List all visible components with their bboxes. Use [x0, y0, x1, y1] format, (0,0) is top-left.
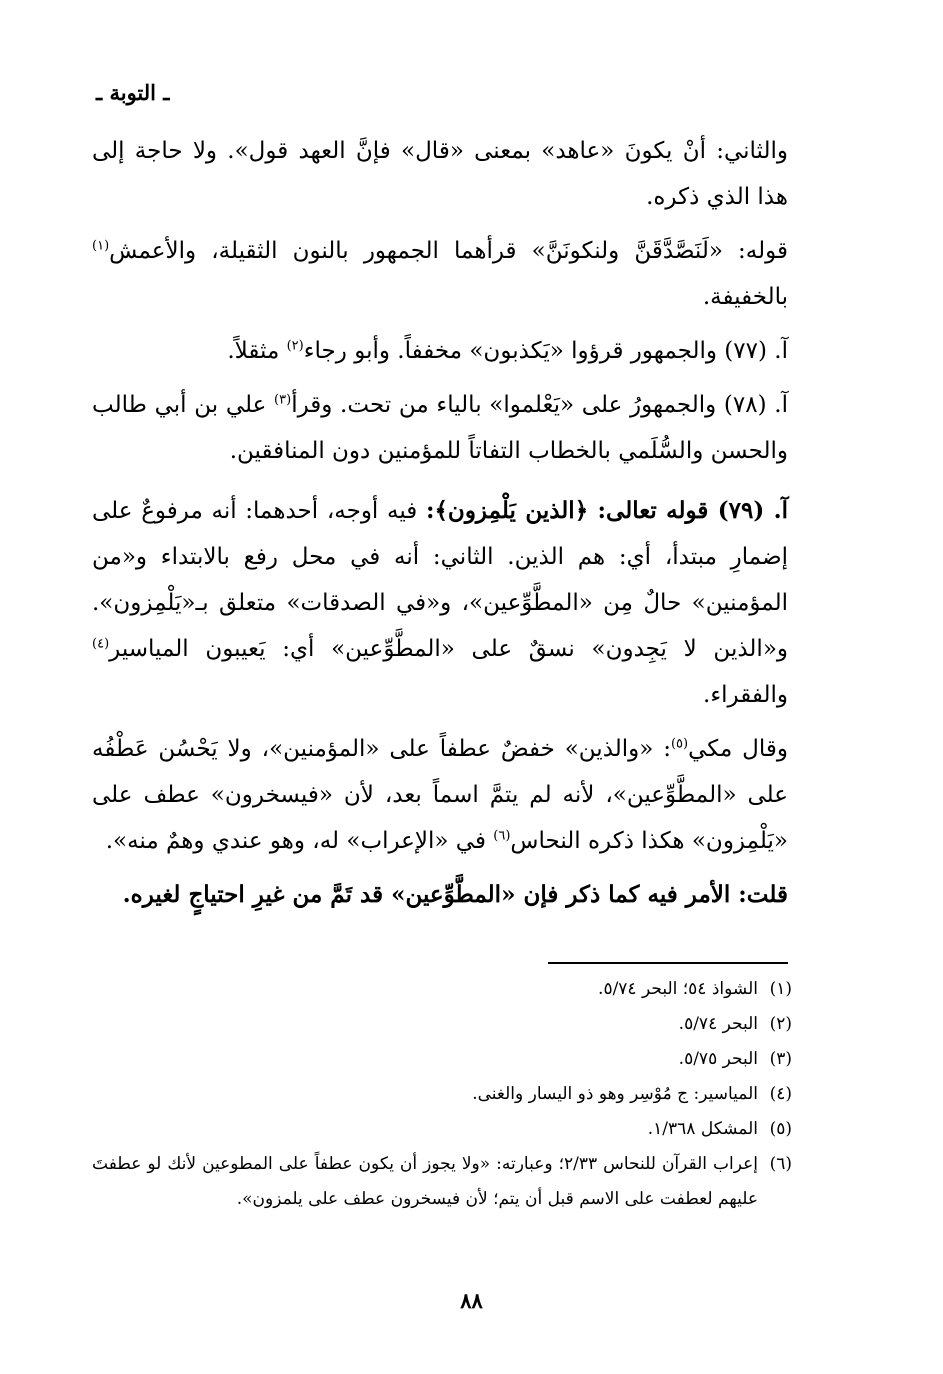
paragraph-1: والثاني: أنْ يكونَ «عاهد» بمعنى «قال» فإنَّ العهد قول». ولا حاجة إلى هذا الذي ذكره.	[92, 138, 788, 210]
paragraph-4	[92, 382, 788, 474]
footnote-text: الشواذ ٥٤؛ البحر ٥/٧٤.	[598, 979, 758, 999]
footnote-number: (٤)	[769, 1084, 792, 1104]
footnote-text: البحر ٥/٧٥.	[678, 1049, 758, 1069]
footnote-item	[92, 972, 792, 1007]
footnotes	[92, 972, 792, 1217]
footnote-ref-6: (٦)	[493, 828, 511, 844]
footnote-text: المشكل ١/٣٦٨.	[647, 1119, 758, 1139]
footnote-text: إعراب القرآن للنحاس ٢/٣٣؛ وعبارته: «ولا يجوز أن يكون عطفاً على المطوعين لأنك لو عطفتَ عليهم لعطفت على الاسم قبل أن يتم؛ لأن فيسخرون عطف على يلمزون».	[92, 1154, 759, 1209]
page-number: ٨٨	[460, 1288, 483, 1313]
paragraph-7: قلت: الأمر فيه كما ذكر فإن «المطَّوِّعين» قد تَمَّ من غيرِ احتياجٍ لغيره.	[122, 881, 788, 908]
footnote-text: البحر ٥/٧٤.	[678, 1014, 758, 1034]
footnote-item	[92, 1042, 792, 1077]
paragraph-2-main: قوله: «لَنَصَّدَّقَنَّ ولنكونَنَّ» قرأهما الجمهور بالنون الثقيلة، والأعمش	[109, 238, 788, 264]
footnote-item	[92, 1007, 792, 1042]
footnote-number: (٢)	[769, 1014, 792, 1034]
paragraph-6-tail: : «والذين» خفضٌ عطفاً على «المؤمنين»، ولا يَحْسُن عَطْفُه على «المطَّوِّعين»، لأنه لم يتمَّ اسماً بعد، لأن «فيسخرون» عطف على «يَلْمِزون» هكذا ذكره النحاس	[92, 736, 788, 854]
footnote-ref-2: (٢)	[286, 338, 304, 354]
paragraph-3-main: آ. (٧٧) والجمهور قرؤوا «يَكذبون» مخففاً. وأبو رجاء	[303, 338, 788, 364]
body-text	[92, 128, 788, 926]
paragraph-4-main: آ. (٧٨) والجمهورُ على «يَعْلموا» بالياء من تحت. وقرأ	[291, 392, 788, 418]
footnote-number: (١)	[769, 979, 792, 999]
paragraph-3-tail: مثقلاً.	[227, 338, 287, 364]
footnote-ref-1: (١)	[92, 238, 110, 254]
paragraph-6	[92, 726, 788, 864]
paragraph-6-main: وقال مكي	[688, 736, 788, 762]
paragraph-5-tail: والفقراء.	[703, 682, 788, 708]
verse-heading: آ. (٧٩) قوله تعالى: ﴿الذين يَلْمِزون﴾:	[425, 497, 788, 524]
paragraph-2	[92, 228, 788, 320]
paragraph-3	[92, 328, 788, 374]
footnote-ref-4: (٤)	[92, 636, 110, 652]
paragraph-2-tail: بالخفيفة.	[702, 284, 788, 310]
footnote-ref-5: (٥)	[670, 736, 689, 752]
paragraph-5-main: فيه أوجه، أحدهما: أنه مرفوعٌ على إضمارِ مبتدأ، أي: هم الذين. الثاني: أنه في محل رفع بالابتداء و«من المؤمنين» حالٌ مِن «المطَّوِّعين»، و«في الصدقات» متعلق بـ«يَلْمِزون». و«الذين لا يَجِدون» نسقٌ على «المطَّوِّعين» أي: يَعيبون المياسير	[92, 498, 788, 662]
footnote-number: (٦)	[769, 1154, 792, 1174]
footnote-number: (٣)	[769, 1049, 792, 1069]
paragraph-5	[92, 488, 788, 718]
footnote-ref-3: (٣)	[274, 392, 292, 408]
paragraph-6-end: في «الإعراب» له، وهو عندي وهمٌ منه».	[105, 828, 494, 854]
chapter-header: ـ التوبة ـ	[96, 80, 170, 105]
footnote-item	[92, 1147, 792, 1217]
footnote-number: (٥)	[769, 1119, 792, 1139]
footnote-item	[92, 1112, 792, 1147]
paragraph-4-tail: علي بن أبي طالب والحسن والسُّلَمي بالخطاب التفاتاً للمؤمنين دون المنافقين.	[92, 392, 788, 464]
footnote-item	[92, 1077, 792, 1112]
footnote-separator	[548, 962, 788, 964]
footnote-text: المياسير: ج مُوْسِر وهو ذو اليسار والغنى.	[472, 1084, 758, 1104]
